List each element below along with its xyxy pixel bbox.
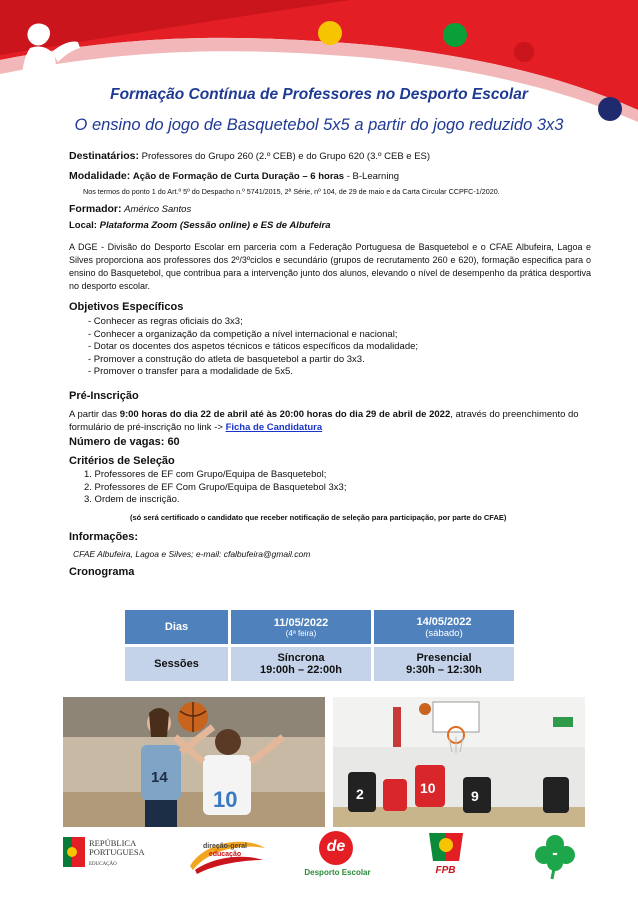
criterios-heading: Critérios de Seleção (69, 455, 175, 467)
header-cell-date-1 (231, 610, 371, 644)
local-row (69, 219, 591, 232)
logo-text: REPÚBLICA (89, 838, 137, 848)
logo-text: EDUCAÇÃO (89, 862, 117, 867)
legal-note: Nos termos do ponto 1 do Art.º 5º do Despacho n.º 5741/2015, 2ª Série, nº 104, de 29 de maio e da Carta Circular CCPFC-1/2020. (83, 187, 500, 196)
local-label: Local: (69, 220, 97, 231)
inscricao-period: 9:00 horas do dia 22 de abril até às 20:00 horas do dia 29 de abril de 2022 (119, 409, 451, 420)
logo-text: FPB (435, 865, 456, 876)
logo-dge (185, 831, 270, 881)
list-item: 2. Professores de EF Com Grupo/Equipa de Basquetebol 3x3; (84, 481, 347, 493)
modalidade-value: Ação de Formação de Curta Duração – 6 horas (132, 171, 345, 182)
logo-desporto-escolar (295, 831, 380, 881)
vagas-row (69, 436, 180, 448)
session-time: 19:00h – 22:00h (260, 664, 342, 676)
session-type: Síncrona (277, 652, 325, 664)
ficha-candidatura-link[interactable]: Ficha de Candidatura (225, 422, 323, 433)
selection-note: (só será certificado o candidato que receber notificação de seleção para participação, por parte do CFAE) (130, 513, 507, 522)
destinatarios-value: Professores do Grupo 260 (2.º CEB) e do Grupo 620 (3.º CEB e ES) (141, 151, 431, 162)
destinatarios-label: Destinatários: (69, 150, 140, 162)
page-title: Formação Contínua de Professores no Desporto Escolar (110, 86, 528, 103)
logo-clover (530, 831, 580, 881)
de-mark: de (319, 831, 353, 865)
flag-icon (63, 837, 85, 867)
row-label-sessoes: Sessões (125, 647, 228, 681)
session-weekday: (4ª feira) (285, 628, 317, 638)
session-time: 9:30h – 12:30h (406, 664, 482, 676)
page-subtitle: O ensino do jogo de Basquetebol 5x5 a partir do jogo reduzido 3x3 (74, 116, 564, 134)
logo-text: direção-geral (203, 843, 247, 850)
header-cell-dias: Dias (125, 610, 228, 644)
informacoes-heading: Informações: (69, 531, 139, 543)
modalidade-label: Modalidade: (69, 170, 131, 182)
jersey-number: 14 (151, 769, 168, 786)
jersey-number: 9 (471, 788, 479, 804)
vagas-value: 60 (167, 436, 180, 448)
list-item: - Promover a construção do atleta de basquetebol a partir do 3x3. (88, 353, 365, 365)
inscricao-heading: Pré-Inscrição (69, 390, 139, 402)
formador-label: Formador: (69, 203, 122, 215)
yellow-dot (318, 21, 342, 45)
logo-text: PORTUGUESA (89, 847, 145, 857)
session-cell-1 (231, 647, 371, 681)
jersey-number: 10 (420, 780, 436, 796)
inscricao-text (69, 408, 591, 434)
logo-republica-portuguesa (63, 831, 153, 881)
red-dot (514, 42, 534, 62)
modalidade-suffix: - B-Learning (344, 171, 400, 182)
photo-boys-basketball (333, 697, 585, 827)
session-cell-2 (374, 647, 514, 681)
destinatarios-row (69, 150, 591, 163)
list-item: - Conhecer as regras oficiais do 3x3; (88, 316, 243, 327)
logo-fpb (418, 831, 473, 881)
fpb-emblem-icon (421, 831, 471, 867)
informacoes-text: CFAE Albufeira, Lagoa e Silves; e-mail: cfalbufeira@gmail.com (73, 549, 311, 559)
cronograma-heading: Cronograma (69, 566, 135, 578)
list-item: - Conhecer a organização da competição a nível internacional e nacional; (88, 328, 398, 340)
inscricao-text-a: A partir das (69, 409, 120, 420)
criterios-list (84, 469, 584, 507)
objetivos-heading: Objetivos Específicos (69, 301, 184, 313)
logo-text: Desporto Escolar (304, 868, 371, 877)
logo-text: educação (208, 851, 242, 858)
cronograma-table (122, 607, 517, 684)
jersey-number: 2 (356, 786, 364, 802)
inscricao-text-b: , através do preenchimento do formulário de pré-inscrição no link -> (69, 409, 579, 433)
list-item: 3. Ordem de inscrição. (84, 494, 180, 505)
objetivos-list (88, 316, 588, 379)
formador-value: Américo Santos (124, 204, 192, 215)
local-value: Plataforma Zoom (Sessão online) e ES de Albufeira (99, 220, 331, 231)
jersey-number: 10 (213, 787, 238, 812)
session-date: 14/05/2022 (416, 615, 472, 628)
list-item: - Dotar os docentes dos aspetos técnicos e táticos específicos da modalidade; (88, 341, 419, 352)
header-cell-date-2 (374, 610, 514, 644)
list-item: - Promover o transfer para a modalidade de 5x5. (88, 366, 293, 377)
modalidade-row (69, 170, 591, 183)
intro-paragraph: A DGE - Divisão do Desporto Escolar em parceria com a Federação Portuguesa de Basquetebol e o CFAE Albufeira, Lagoa e Silves proporciona aos professores dos 2º/3ºciclos e secundário (grupos de recrutamento 260 e 620), formação especifica para o ensino do Basquetebol, que contribua para a intervenção junto dos alunos, elevando o nível de desempenho da prática desportiva no desporto escolar. (69, 242, 591, 291)
session-date: 11/05/2022 (273, 616, 329, 629)
session-weekday: (sábado) (425, 627, 463, 639)
list-item: 1. Professores de EF com Grupo/Equipa de Basquetebol; (84, 469, 327, 480)
session-type: Presencial (416, 652, 472, 664)
formador-row (69, 203, 591, 216)
header-banner (0, 0, 638, 135)
photo-girls-basketball (63, 697, 325, 827)
green-dot (443, 23, 467, 47)
vagas-label: Número de vagas: (69, 436, 165, 448)
